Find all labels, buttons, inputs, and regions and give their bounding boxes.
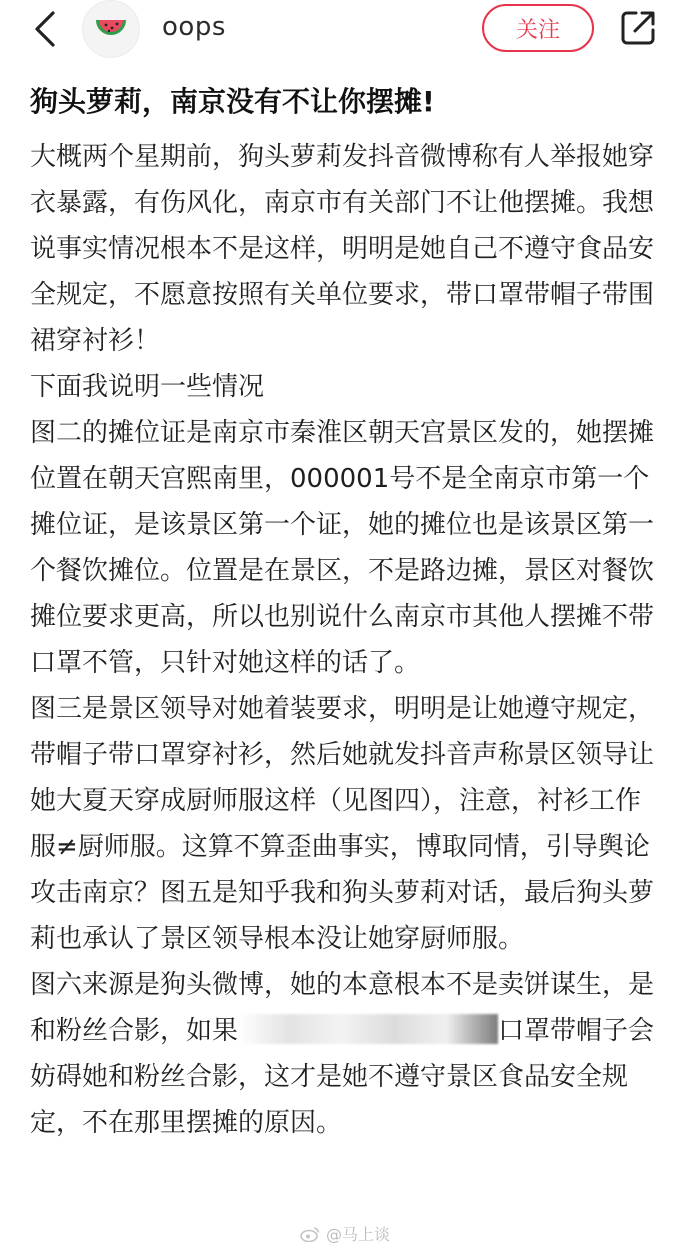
watermark — [300, 1222, 390, 1245]
paragraph-text: 图六来源是狗头微博，她的本意根本不是卖饼谋生，是和粉丝合影，如果 — [30, 970, 655, 1046]
paragraph: 图三是景区领导对她着装要求，明明是让她遵守规定，带帽子带口罩穿衬衫，然后她就发抖音声称景区领导让她大夏天穿成厨师服这样（见图四），注意，衬衫工作服≠厨师服。这算不算歪曲事实，博取同情，引导舆论攻击南京？图五是知乎我和狗头萝莉对话，最后狗头萝莉也承认了景区领导根本没让她穿厨师服。 — [30, 694, 655, 954]
back-button[interactable] — [28, 8, 62, 50]
redacted-blur — [238, 1014, 498, 1044]
watermelon-icon — [94, 16, 128, 42]
weibo-logo-icon — [300, 1226, 320, 1242]
paragraph-text: 口罩带帽子会妨碍她和粉丝合影，这才是她不遵守景区食品安全规定，不在那里摆摊的原因。 — [30, 1016, 655, 1138]
paragraph — [30, 962, 662, 1146]
paragraph: 图二的摊位证是南京市秦淮区朝天宫景区发的，她摆摊位置在朝天宫熙南里，000001号不是全南京市第一个摊位证，是该景区第一个证，她的摊位也是该景区第一个餐饮摊位。位置是在景区，不是路边摊，景区对餐饮摊位要求更高，所以也别说什么南京市其他人摆摊不带口罩不管，只针对她这样的话了。 — [30, 418, 655, 678]
share-button[interactable] — [618, 8, 658, 48]
avatar[interactable] — [82, 0, 140, 58]
paragraph: 下面我说明一些情况 — [30, 372, 265, 402]
follow-button[interactable]: 关注 — [482, 4, 594, 52]
share-icon — [620, 10, 656, 46]
username[interactable]: oops — [162, 12, 226, 42]
watermark-text: @马上谈 — [326, 1225, 391, 1244]
post-header — [0, 0, 690, 60]
paragraph: 大概两个星期前，狗头萝莉发抖音微博称有人举报她穿衣暴露，有伤风化，南京市有关部门不让他摆摊。我想说事实情况根本不是这样，明明是她自己不遵守食品安全规定，不愿意按照有关单位要求，带口罩带帽子带围裙穿衬衫！ — [30, 142, 655, 356]
post-title: 狗头萝莉，南京没有不让你摆摊! — [30, 85, 435, 118]
post-body — [30, 134, 662, 1146]
chevron-left-icon — [34, 11, 56, 47]
